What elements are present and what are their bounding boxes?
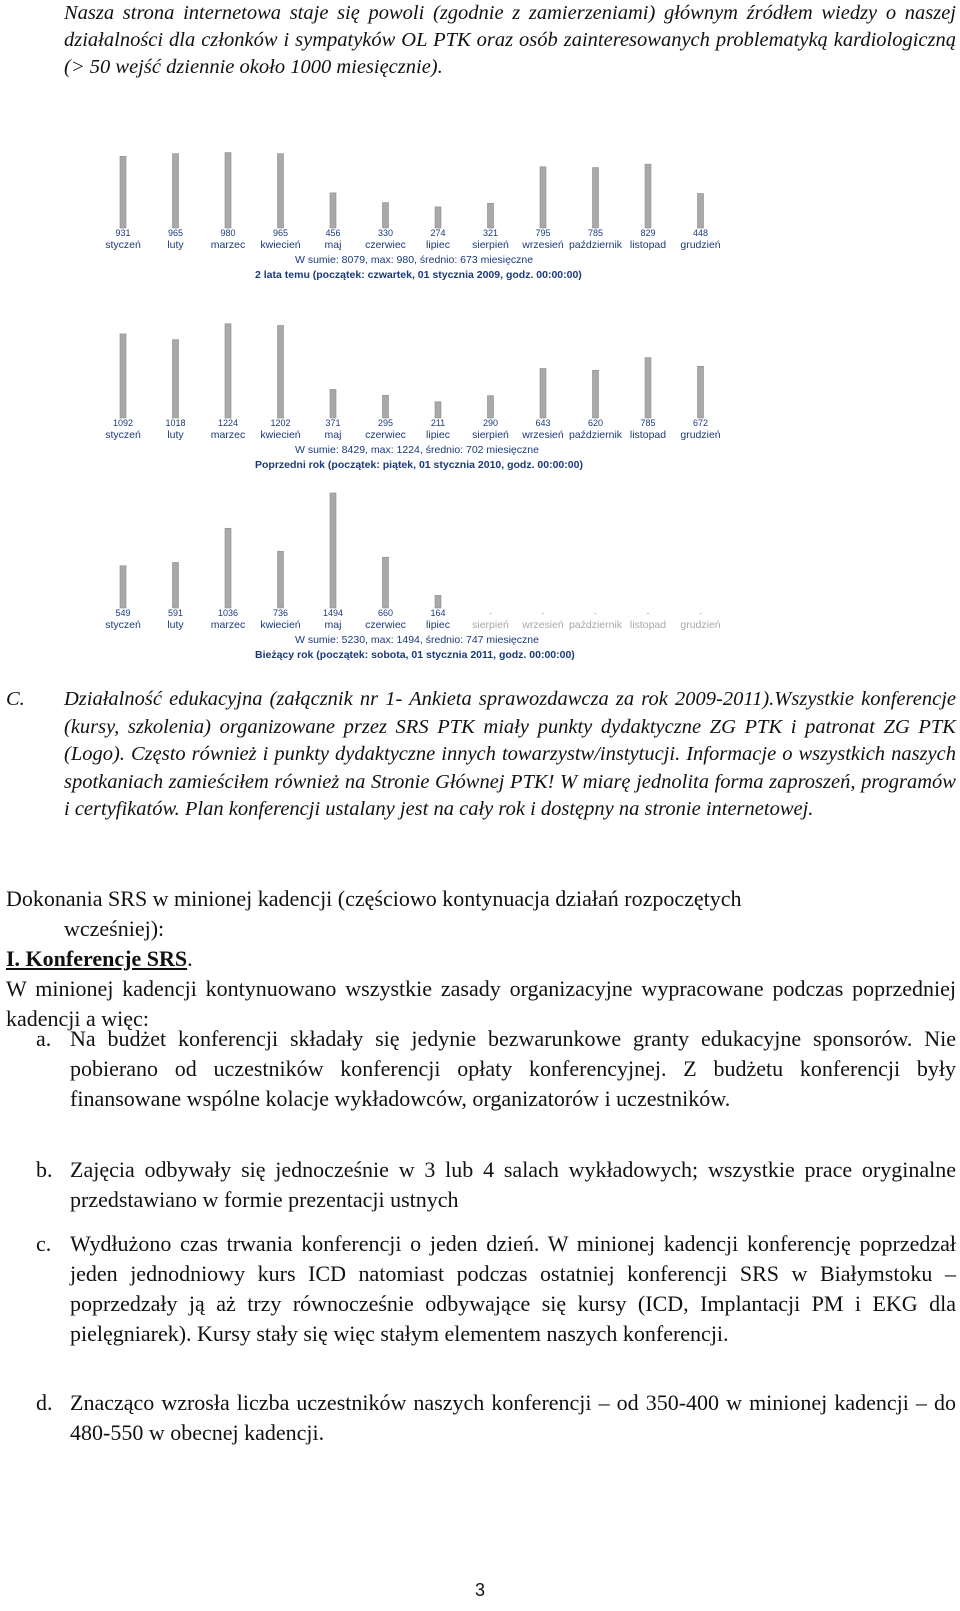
chart-category-label: marzec bbox=[210, 239, 246, 251]
chart-value-label: 660 bbox=[377, 608, 394, 618]
dokonania-intro bbox=[6, 884, 956, 944]
konferencje-heading: I. Konferencje SRS bbox=[6, 946, 188, 971]
chart-category-label: kwiecień bbox=[260, 429, 301, 441]
chart-bar bbox=[225, 324, 231, 418]
chart-bar bbox=[173, 563, 179, 608]
section-c bbox=[6, 686, 956, 824]
chart-value-label: 1202 bbox=[270, 418, 291, 428]
chart-value-label: 736 bbox=[272, 608, 289, 618]
chart-category-label: lipiec bbox=[426, 429, 450, 441]
chart-value-label: 980 bbox=[220, 228, 236, 238]
chart-summary: W sumie: 8429, max: 1224, średnio: 702 miesięczne bbox=[295, 444, 539, 456]
chart-category-label: czerwiec bbox=[365, 429, 406, 441]
list-item-text: Znacząco wzrosła liczba uczestników naszych konferencji – od 350-400 w minionej kadencji – do 480-550 w obecnej kadencji. bbox=[70, 1390, 956, 1445]
chart-category-label: lipiec bbox=[426, 619, 450, 631]
list-item-label: c. bbox=[36, 1231, 52, 1256]
chart-bar bbox=[120, 156, 126, 228]
chart-value-label: 643 bbox=[535, 418, 551, 428]
chart-category-label: listopad bbox=[629, 619, 667, 631]
chart-2010 bbox=[95, 298, 795, 478]
chart-category-label: czerwiec bbox=[365, 619, 406, 631]
chart-category-label: maj bbox=[324, 619, 342, 631]
chart-caption: Poprzedni rok (początek: piątek, 01 stycznia 2010, godz. 00:00:00) bbox=[255, 459, 583, 471]
chart-value-label: - bbox=[646, 608, 650, 618]
chart-category-label: styczeń bbox=[105, 429, 141, 441]
chart-summary: W sumie: 5230, max: 1494, średnio: 747 miesięczne bbox=[295, 634, 539, 646]
chart-category-label: czerwiec bbox=[365, 239, 406, 251]
chart-bar bbox=[330, 493, 336, 608]
chart-bar bbox=[225, 528, 231, 608]
chart-bar bbox=[120, 566, 126, 608]
chart-value-label: 591 bbox=[167, 608, 184, 618]
chart-category-label: październik bbox=[568, 619, 623, 631]
intro-paragraph: Nasza strona internetowa staje się powoli (zgodnie z zamierzeniami) głównym źródłem wiedzy o naszej działalności dla członków i sympatyków OL PTK oraz osób zainteresowanych problematyką kardiologiczną (> 50 wejść dziennie około 1000 miesięcznie). bbox=[64, 2, 956, 78]
chart-value-label: - bbox=[699, 608, 702, 618]
chart-category-label: październik bbox=[568, 429, 623, 441]
chart-bar bbox=[120, 334, 126, 418]
chart-value-label: 295 bbox=[377, 418, 394, 428]
list-item-text: Zajęcia odbywały się jednocześnie w 3 lub 4 salach wykładowych; wszystkie prace oryginalne przedstawiano w formie prezentacji ustnych bbox=[70, 1157, 956, 1212]
chart-value-label: 274 bbox=[430, 228, 446, 238]
chart-bar bbox=[698, 194, 704, 228]
chart-value-label: 1018 bbox=[165, 418, 186, 428]
chart-category-label: grudzień bbox=[680, 239, 721, 251]
page-number: 3 bbox=[474, 1580, 485, 1600]
chart-value-label: 620 bbox=[587, 418, 604, 428]
chart-value-label: 965 bbox=[167, 228, 184, 238]
chart-value-label: 829 bbox=[640, 228, 656, 238]
chart-2010-svg bbox=[95, 298, 795, 478]
chart-category-label: luty bbox=[167, 239, 184, 251]
chart-category-label: listopad bbox=[629, 239, 667, 251]
konferencje-heading-dot: . bbox=[187, 946, 193, 971]
dokonania-line1: Dokonania SRS w minionej kadencji (częściowo kontynuacja działań rozpoczętych bbox=[6, 886, 742, 911]
chart-bar bbox=[593, 168, 599, 228]
list-item-text: Wydłużono czas trwania konferencji o jeden dzień. W minionej kadencji konferencję poprzedzał jeden jednodniowy kurs ICD natomiast podczas ostatniej konferencji SRS w Białymstoku – poprzedzały ją aż trzy równocześnie odbywające się kursy (ICD, Implantacji PM i EKG dla pielęgniarek). Kursy stały się więc stałym elementem naszych konferencji. bbox=[70, 1231, 956, 1346]
chart-bar bbox=[330, 193, 336, 228]
chart-bar bbox=[645, 164, 651, 228]
chart-category-label: sierpień bbox=[472, 239, 509, 251]
chart-category-label: sierpień bbox=[472, 429, 509, 441]
chart-bar bbox=[435, 402, 441, 418]
chart-value-label: - bbox=[541, 608, 545, 618]
chart-value-label: 672 bbox=[692, 418, 709, 428]
chart-bar bbox=[698, 366, 704, 418]
chart-category-label: sierpień bbox=[472, 619, 509, 631]
chart-category-label: styczeń bbox=[105, 239, 141, 251]
chart-value-label: 448 bbox=[692, 228, 709, 238]
chart-category-label: wrzesień bbox=[522, 429, 564, 441]
chart-bar bbox=[540, 369, 546, 418]
chart-category-label: październik bbox=[568, 239, 623, 251]
chart-value-label: 321 bbox=[482, 228, 499, 238]
list-item-text: Na budżet konferencji składały się jedynie bezwarunkowe granty edukacyjne sponsorów. Nie pobierano od uczestników konferencji opłaty konferencyjnej. Z budżetu konferencji były finansowane wspólne kolacje wykładowców, organizatorów i uczestników. bbox=[70, 1026, 956, 1111]
chart-bar bbox=[435, 207, 441, 228]
chart-bar bbox=[330, 389, 336, 418]
list-item-c bbox=[6, 1229, 956, 1349]
list-item-d bbox=[6, 1388, 956, 1448]
dokonania-paragraph: W minionej kadencji kontynuowano wszystkie zasady organizacyjne wypracowane podczas poprzedniej kadencji a więc: bbox=[6, 976, 956, 1031]
chart-category-label: grudzień bbox=[680, 619, 721, 631]
chart-value-label: 330 bbox=[377, 228, 394, 238]
chart-caption: Bieżący rok (początek: sobota, 01 stycznia 2011, godz. 00:00:00) bbox=[255, 649, 575, 661]
list-item-a bbox=[6, 1024, 956, 1114]
chart-2011 bbox=[95, 488, 795, 668]
chart-2011-svg bbox=[95, 488, 795, 668]
chart-category-label: kwiecień bbox=[260, 239, 301, 251]
chart-value-label: 965 bbox=[272, 228, 289, 238]
chart-bar bbox=[383, 395, 389, 418]
chart-category-label: wrzesień bbox=[522, 239, 564, 251]
chart-category-label: listopad bbox=[629, 429, 667, 441]
chart-bar bbox=[645, 358, 651, 418]
chart-bar bbox=[278, 551, 284, 608]
chart-value-label: 1036 bbox=[217, 608, 239, 618]
chart-value-label: 1494 bbox=[322, 608, 344, 618]
chart-category-label: marzec bbox=[210, 429, 246, 441]
chart-summary: W sumie: 8079, max: 980, średnio: 673 miesięczne bbox=[295, 254, 534, 266]
chart-value-label: 795 bbox=[535, 228, 551, 238]
chart-value-label: 1224 bbox=[217, 418, 239, 428]
chart-value-label: 785 bbox=[587, 228, 604, 238]
chart-category-label: styczeń bbox=[105, 619, 141, 631]
chart-category-label: grudzień bbox=[680, 429, 721, 441]
chart-bar bbox=[488, 203, 494, 228]
list-item-b bbox=[6, 1155, 956, 1215]
chart-category-label: maj bbox=[324, 239, 342, 251]
chart-bar bbox=[225, 153, 231, 228]
section-c-text: Działalność edukacyjna (załącznik nr 1- Ankieta sprawozdawcza za rok 2009-2011).Wszystkie konferencje (kursy, szkolenia) organizowane przez SRS PTK miały punkty dydaktyczne ZG PTK i patronat ZG PTK (Logo). Często również i punkty dydaktyczne innych towarzystw/instytucji. Informacje o wszystkich naszych spotkaniach zamieściłem również na Stronie Głównej PTK! W miarę jednolita forma zaproszeń, programów i certyfikatów. Plan konferencji ustalany jest na cały rok i dostępny na stronie internetowej. bbox=[64, 688, 956, 820]
list-item-label: d. bbox=[36, 1390, 53, 1415]
chart-value-label: 164 bbox=[430, 608, 446, 618]
chart-bar bbox=[173, 340, 179, 418]
chart-bar bbox=[278, 154, 284, 228]
chart-value-label: 290 bbox=[482, 418, 499, 428]
chart-bar bbox=[540, 167, 546, 228]
chart-caption: 2 lata temu (początek: czwartek, 01 stycznia 2009, godz. 00:00:00) bbox=[255, 269, 582, 281]
chart-2009-svg bbox=[95, 108, 795, 288]
list-item-label: b. bbox=[36, 1157, 53, 1182]
chart-value-label: 456 bbox=[325, 228, 341, 238]
chart-2009 bbox=[95, 108, 795, 288]
chart-bar bbox=[173, 154, 179, 228]
chart-value-label: 371 bbox=[325, 418, 341, 428]
chart-category-label: kwiecień bbox=[260, 619, 301, 631]
chart-value-label: - bbox=[489, 608, 492, 618]
chart-bar bbox=[383, 203, 389, 228]
chart-value-label: 1092 bbox=[112, 418, 134, 428]
chart-category-label: luty bbox=[167, 429, 184, 441]
section-c-letter: C. bbox=[6, 688, 25, 710]
chart-bar bbox=[278, 325, 284, 418]
chart-bar bbox=[488, 396, 494, 418]
chart-category-label: maj bbox=[324, 429, 342, 441]
chart-value-label: 785 bbox=[640, 418, 656, 428]
dokonania-line2: wcześniej): bbox=[64, 916, 165, 941]
chart-bar bbox=[383, 557, 389, 608]
chart-value-label: - bbox=[594, 608, 597, 618]
chart-value-label: 931 bbox=[115, 228, 131, 238]
chart-category-label: wrzesień bbox=[522, 619, 564, 631]
chart-category-label: marzec bbox=[210, 619, 246, 631]
chart-category-label: lipiec bbox=[426, 239, 450, 251]
dokonania-block bbox=[6, 884, 956, 1034]
chart-bar bbox=[593, 370, 599, 418]
chart-bar bbox=[435, 595, 441, 608]
chart-category-label: luty bbox=[167, 619, 184, 631]
chart-value-label: 211 bbox=[430, 418, 446, 428]
chart-value-label: 549 bbox=[115, 608, 131, 618]
konferencje-heading-row bbox=[6, 944, 956, 974]
list-item-label: a. bbox=[36, 1026, 52, 1051]
